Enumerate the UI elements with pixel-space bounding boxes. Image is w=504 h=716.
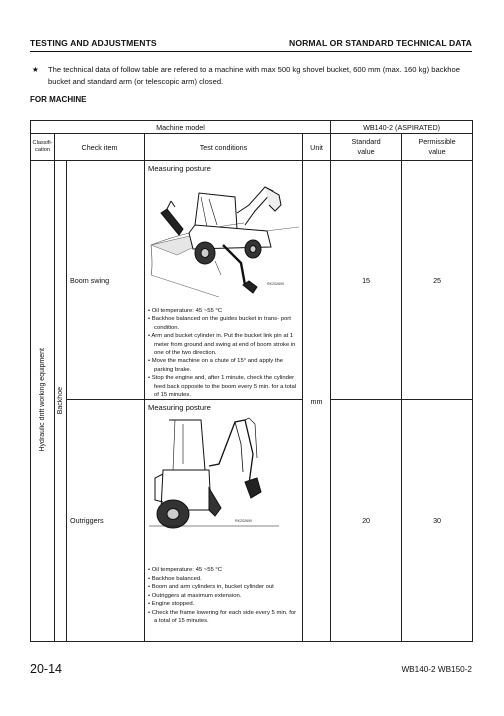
condition-item: • Backhoe balanced. [148, 575, 202, 582]
condition-item: • Outriggers at maximum extension. [148, 592, 242, 599]
boom-swing-figure [149, 175, 299, 297]
note-text: The technical data of follow table are refered to a machine with max 500 kg shovel bucket, 600 mm (max. 160 kg) backhoe bucket and standard arm (or telescopic arm) closed. [48, 65, 460, 86]
technical-note [32, 64, 472, 88]
unit-cell: mm [303, 161, 331, 642]
outriggers-figure [149, 414, 299, 538]
conditions-boom-swing [145, 161, 303, 400]
col-check-item: Check item [55, 134, 145, 161]
condition-item: • Oil temperature: 45 ~55 °C [148, 308, 222, 314]
col-standard-value: Standard value [331, 134, 402, 161]
condition-item: • Boom and arm cylinders in, bucket cylinder out [148, 584, 274, 591]
condition-item: • Backhoe balanced on the guides bucket in trans- port condition. [148, 316, 291, 331]
conditions-outriggers [145, 400, 303, 642]
col-permissible-value: Permissible value [402, 134, 473, 161]
section-title: FOR MACHINE [30, 95, 87, 104]
spec-table [30, 120, 473, 642]
conditions-list-2 [148, 566, 299, 625]
star-icon: ★ [32, 65, 39, 74]
standard-value-boom-swing: 15 [331, 161, 402, 400]
col-unit: Unit [303, 134, 331, 161]
footer-models: WB140-2 WB150-2 [401, 665, 472, 674]
header-rule [30, 51, 472, 52]
figure-ref-2: RKZ02690 [234, 519, 252, 524]
header-left: TESTING AND ADJUSTMENTS [30, 38, 157, 48]
condition-item: • Check the frame lowering for each side every 5 min. for a total of 15 minutes. [148, 609, 297, 624]
figure-ref-1: RKZ02690 [266, 282, 284, 286]
posture-title-1: Measuring posture [148, 164, 211, 173]
machine-model-label: Machine model [31, 121, 331, 134]
posture-title-2: Measuring posture [148, 403, 211, 413]
col-classification: Classifi- cation [31, 134, 55, 161]
machine-model-value: WB140-2 (ASPIRATED) [331, 121, 473, 134]
condition-item: • Arm and bucket cylinder in. Put the bucket link pin at 1 meter from ground and swing at end of boom stroke in one of the two direction. [148, 333, 296, 357]
check-item-boom-swing: Boom swing [67, 161, 145, 400]
standard-value-outriggers: 20 [331, 400, 402, 642]
condition-item: • Move the machine on a chute of 15° and apply the parking brake. [148, 358, 284, 373]
classification-cell [31, 161, 55, 642]
classification-text: Hydraulic drift working equipment [39, 348, 46, 452]
sub-classification-cell [55, 161, 67, 642]
condition-item: • Stop the engine and, after 1 minute, check the cylinder feed back opposite to the boom every 5 min. for a total of 15 minutes. [148, 375, 297, 399]
permissible-value-outriggers: 30 [402, 400, 473, 642]
sub-classification-text: Backhoe [57, 386, 64, 414]
check-item-outriggers: Outriggers [67, 400, 145, 642]
condition-item: • Oil temperature: 45 ~55 °C [148, 567, 222, 574]
header-right: NORMAL OR STANDARD TECHNICAL DATA [289, 38, 472, 48]
page-number: 20-14 [30, 662, 62, 676]
permissible-value-boom-swing: 25 [402, 161, 473, 400]
conditions-list-1 [148, 307, 299, 399]
col-test-conditions: Test conditions [145, 134, 303, 161]
condition-item: • Engine stopped. [148, 601, 195, 608]
